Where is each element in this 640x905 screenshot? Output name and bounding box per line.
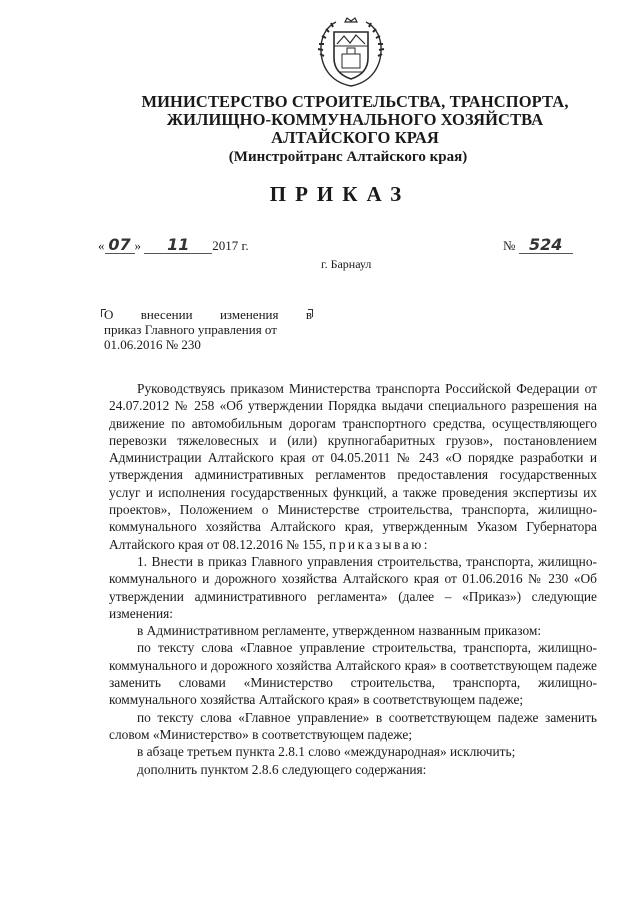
paragraph-preamble [109, 380, 597, 553]
coat-of-arms-emblem [314, 16, 388, 90]
order-date [98, 235, 249, 254]
subject-word: внесении [140, 307, 193, 322]
number-handwritten: 524 [528, 235, 563, 254]
paragraph-item-1: 1. Внести в приказ Главного управления строительства, транспорта, жилищно-коммунального и дорожного хозяйства Алтайского края от 01.06.2016 № 230 «Об утверждении административного регламента» (далее – «Приказ») следующие изменения: [109, 553, 597, 621]
order-body [109, 380, 597, 778]
preamble-text: Руководствуясь приказом Министерства транспорта Российской Федерации от 24.07.2012 № 258 «Об утверждении Порядка выдачи специального разрешения на движение по автомобильным дорогам транспортного средства, осуществляющего перевозки тяжеловесных и (или) крупногабаритных грузов», постановлением Администрации Алтайского края от 04.05.2011 № 243 «О порядке разработки и утверждения административных регламентов предоставления государственных услуг и исполнения государственных функций, а также проведения экспертизы их проектов», Положением о Министерстве строительства, транспорта, жилищно-коммунального хозяйства Алтайского края, утвержденным Указом Губернатора Алтайского края от 08.12.2016 № 155, [109, 381, 597, 552]
paragraph-exclude-word: в абзаце третьем пункта 2.8.1 слово «международная» исключить; [137, 744, 516, 760]
ministry-name-line-1: МИНИСТЕРСТВО СТРОИТЕЛЬСТВА, ТРАНСПОРТА, [141, 92, 569, 111]
subject-line-1 [104, 307, 312, 322]
date-month-handwritten: 11 [167, 235, 190, 254]
date-open-quote: « [98, 238, 105, 253]
order-subject [104, 307, 312, 352]
subject-line-3: 01.06.2016 № 230 [104, 337, 201, 352]
subject-word: изменения [219, 307, 279, 322]
paragraph-replace-short: по тексту слова «Главное управление» в соответствующем падеже заменить словом «Министерство» в соответствующем падеже; [109, 709, 597, 742]
date-day-field [105, 235, 135, 254]
paragraph-replace-name: по тексту слова «Главное управление строительства, транспорта, жилищно-коммунального и дорожного хозяйства Алтайского края» в соответствующем падеже заменить словами «Министерство строительства, транспорта, жилищно-коммунального хозяйства Алтайского края» в соответствующем падеже; [109, 640, 597, 708]
orders-word: приказываю: [329, 536, 430, 552]
date-year: 2017 г. [212, 238, 249, 253]
number-label: № [503, 238, 516, 253]
order-number [503, 235, 573, 254]
paragraph-regulation: в Административном регламенте, утвержденном названным приказом: [137, 623, 542, 639]
date-day-handwritten: 07 [108, 235, 131, 254]
document-title: ПРИКАЗ [269, 182, 411, 206]
ministry-short-name: (Минстройтранс Алтайского края) [228, 149, 468, 165]
ministry-name-line-2: ЖИЛИЩНО-КОММУНАЛЬНОГО ХОЗЯЙСТВА [166, 110, 544, 129]
ministry-name-line-3: АЛТАЙСКОГО КРАЯ [271, 128, 439, 147]
paragraph-add-point: дополнить пунктом 2.8.6 следующего содержания: [137, 761, 427, 777]
date-close-quote: » [134, 238, 141, 253]
city-name: г. Барнаул [321, 257, 372, 271]
date-month-field [144, 235, 212, 254]
number-field [519, 235, 573, 254]
subject-word: в [305, 307, 312, 322]
subject-line-2: приказ Главного управления от [104, 322, 277, 337]
subject-word: О [104, 307, 114, 322]
